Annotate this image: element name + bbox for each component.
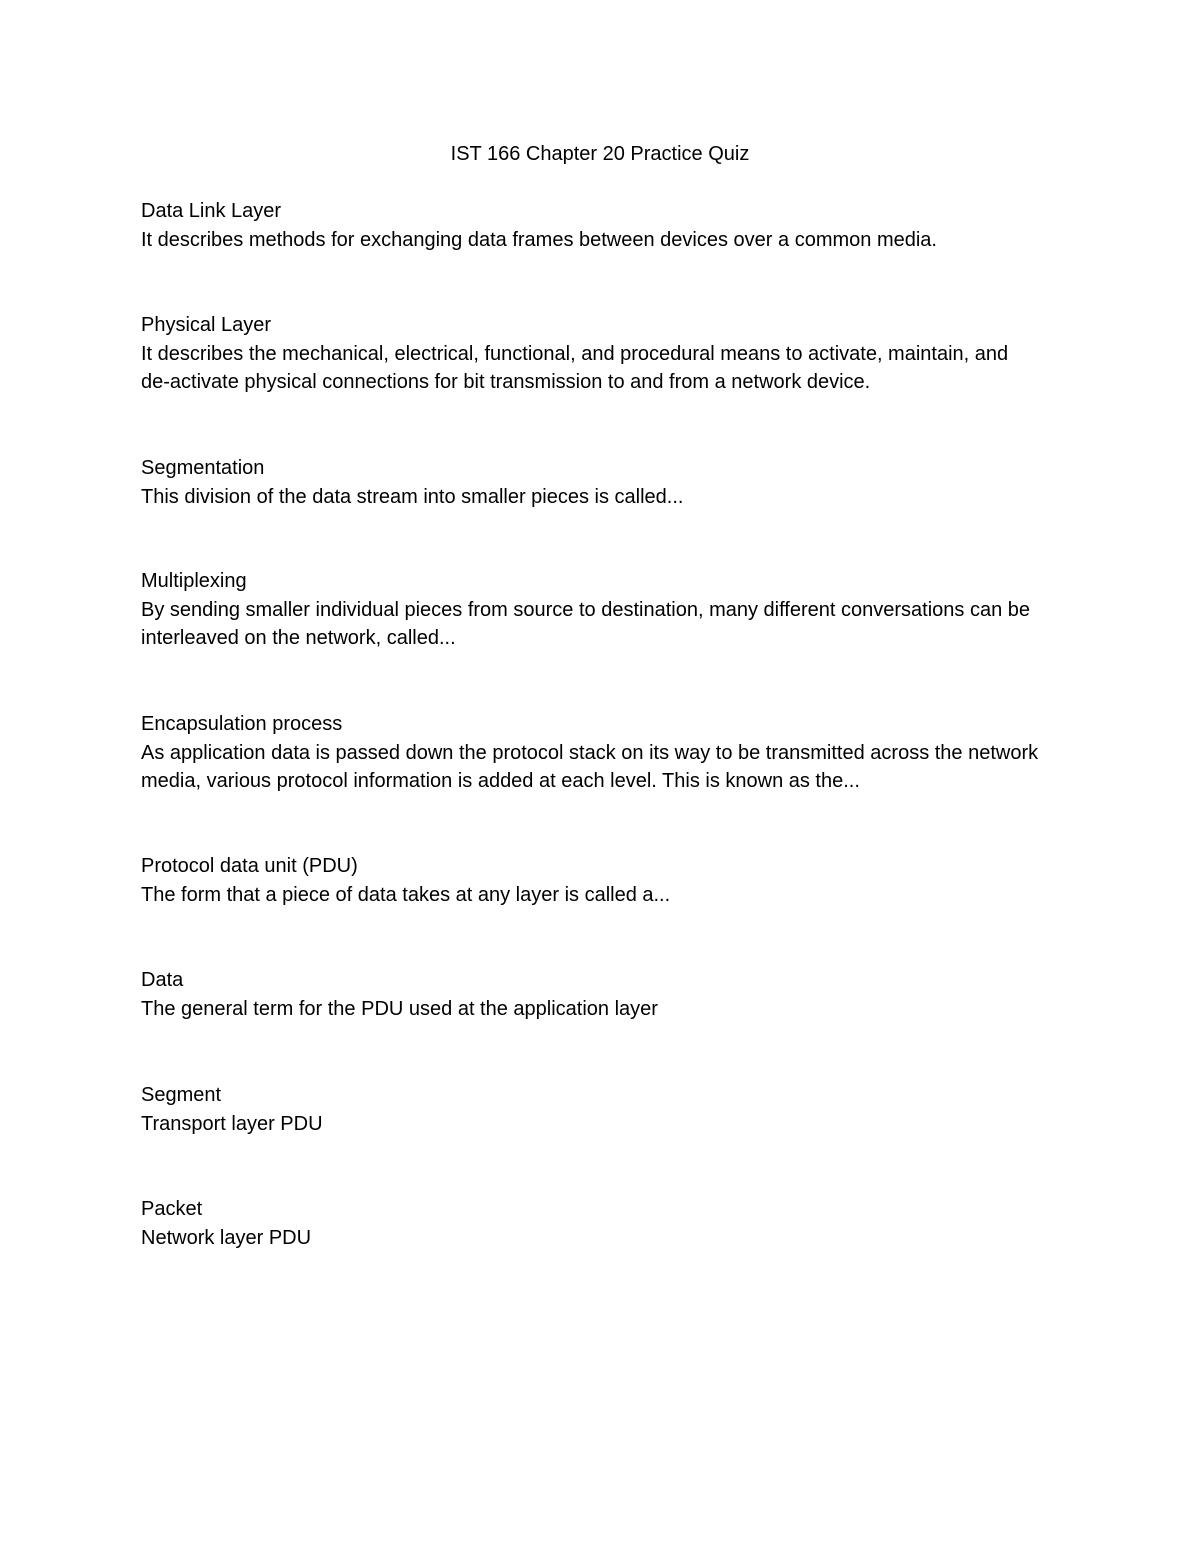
entry-definition: Transport layer PDU (141, 1112, 323, 1135)
entry-term: Segmentation (141, 457, 265, 479)
entry-definition: The form that a piece of data takes at any layer is called a... (141, 883, 671, 906)
entry-definition: As application data is passed down the protocol stack on its way to be transmitted across the network media, various protocol information is added at each level. This is known as the... (141, 741, 1039, 793)
entry-term: Data Link Layer (141, 200, 282, 222)
entry-definition: By sending smaller individual pieces from source to destination, many different conversations can be interleaved on the network, called... (141, 598, 1030, 650)
entry-term: Data (141, 969, 184, 991)
quiz-entry-encapsulation-process (141, 710, 1041, 796)
quiz-entry-segmentation (141, 454, 1041, 511)
entry-definition: The general term for the PDU used at the application layer (141, 997, 658, 1020)
quiz-entry-segment (141, 1081, 1041, 1138)
entry-definition: It describes methods for exchanging data frames between devices over a common media. (141, 228, 937, 251)
entry-term: Physical Layer (141, 314, 272, 336)
entry-term: Encapsulation process (141, 713, 343, 735)
entry-definition: Network layer PDU (141, 1226, 312, 1249)
quiz-entry-data (141, 966, 1041, 1023)
entry-term: Segment (141, 1084, 222, 1106)
document-title: IST 166 Chapter 20 Practice Quiz (450, 143, 750, 165)
entry-definition: This division of the data stream into smaller pieces is called... (141, 485, 684, 508)
quiz-entry-multiplexing (141, 567, 1041, 653)
entry-term: Multiplexing (141, 570, 247, 592)
quiz-entry-physical-layer (141, 311, 1041, 397)
quiz-entry-protocol-data-unit (141, 852, 1041, 909)
quiz-entry-packet (141, 1195, 1041, 1252)
entry-term: Packet (141, 1198, 203, 1220)
quiz-entry-data-link-layer (141, 197, 1041, 254)
entry-term: Protocol data unit (PDU) (141, 855, 358, 877)
entry-definition: It describes the mechanical, electrical, functional, and procedural means to activate, maintain, and de-activate physical connections for bit transmission to and from a network device. (141, 342, 1009, 394)
